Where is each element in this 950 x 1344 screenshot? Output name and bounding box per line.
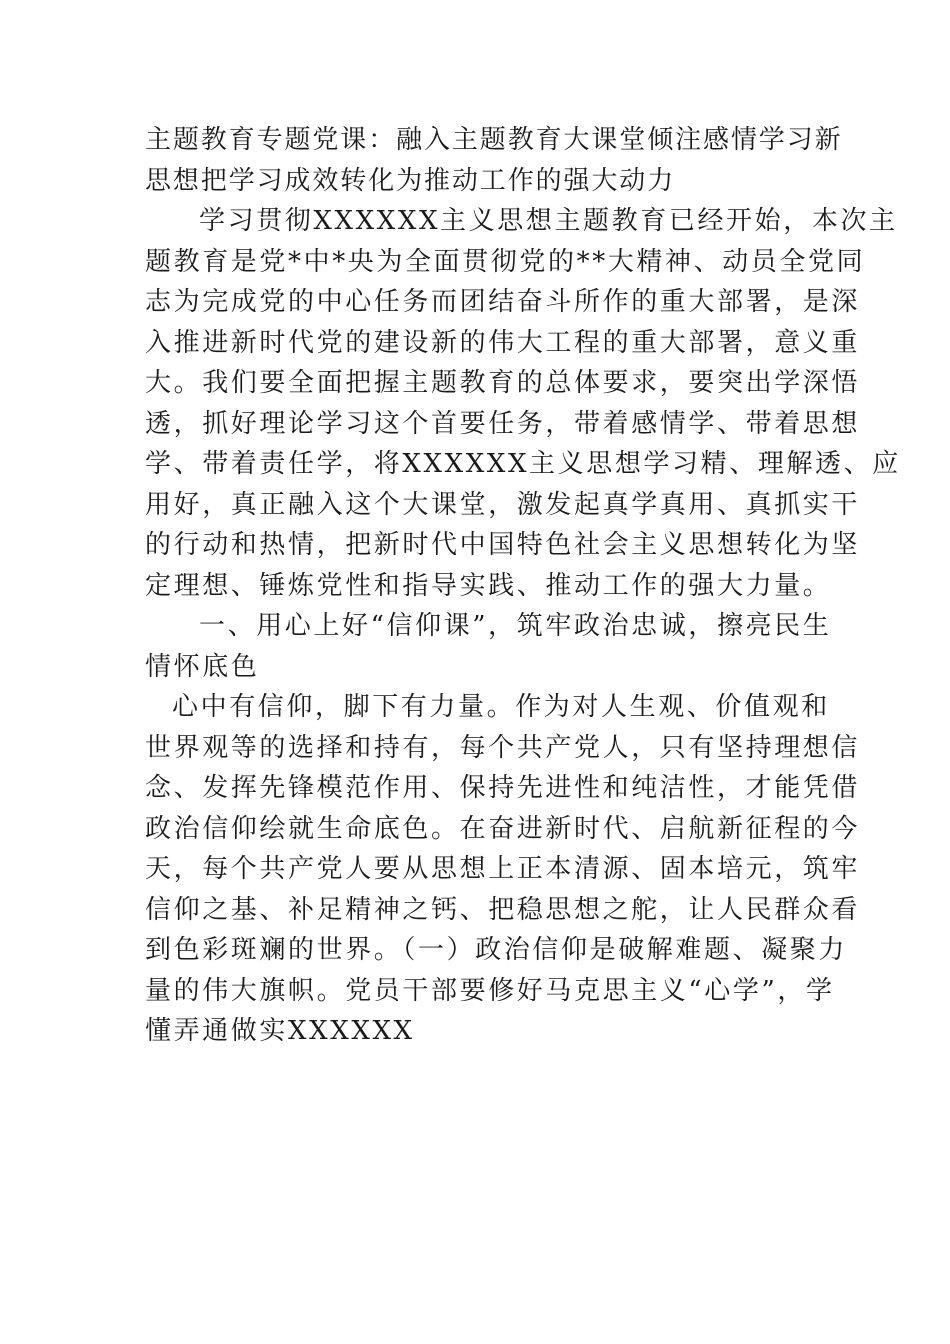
paragraph-line: 大。我们要全面把握主题教育的总体要求，要突出学深悟 [145,368,861,398]
document-body [145,120,901,1052]
heading-line: 情怀底色 [145,651,260,682]
paragraph-line: 心中有信仰，脚下有力量。作为对人生观、价值观和 [172,692,830,722]
paragraph-line: 学、带着责任学，将XXXXXX主义思想学习精、理解透、应 [145,449,901,479]
paragraph-line: 天，每个共产党人要从思想上正本清源、固本培元，筑牢 [145,854,861,884]
paragraph-line: 学习贯彻XXXXXX主义思想主题教育已经开始，本次主 [199,206,898,236]
section-heading [145,606,832,687]
paragraph-line: 世界观等的选择和持有，每个共产党人，只有坚持理想信 [145,732,861,763]
paragraph-line: 入推进新时代党的建设新的伟大工程的重大部署，意义重 [145,327,861,358]
paragraph-line: 到色彩斑斓的世界。（一）政治信仰是破解难题、凝聚力 [145,935,848,965]
paragraph-line: 量的伟大旗帜。党员干部要修好马克思主义“心学”，学 [145,975,835,1006]
paragraph-faith [145,687,861,1052]
paragraph-line: 信仰之基、补足精神之钙、把稳思想之舵，让人民群众看 [145,894,861,925]
title-line: 思想把学习成效转化为推动工作的强大动力 [145,165,676,196]
paragraph-line: 透，抓好理论学习这个首要任务，带着感情学、带着思想 [145,408,861,439]
document-title [145,120,843,201]
title-line: 主题教育专题党课：融入主题教育大课堂倾注感情学习新 [145,125,843,155]
heading-line: 一、用心上好“信仰课”，筑牢政治忠诚，擦亮民生 [199,611,832,641]
paragraph-line: 用好，真正融入这个大课堂，激发起真学真用、真抓实干 [145,489,861,520]
paragraph-line: 定理想、锤炼党性和指导实践、推动工作的强大力量。 [145,570,832,601]
paragraph-line: 念、发挥先锋模范作用、保持先进性和纯洁性，才能凭借 [145,773,861,803]
paragraph-intro [145,201,901,606]
paragraph-line: 政治信仰绘就生命底色。在奋进新时代、启航新征程的今 [145,813,861,844]
paragraph-line: 的行动和热情，把新时代中国特色社会主义思想转化为坚 [145,530,861,560]
paragraph-line: 懂弄通做实XXXXXX [145,1016,415,1046]
paragraph-line: 志为完成党的中心任务而团结奋斗所作的重大部署，是深 [145,287,861,317]
paragraph-line: 题教育是党*中*央为全面贯彻党的**大精神、动员全党同 [145,246,866,277]
